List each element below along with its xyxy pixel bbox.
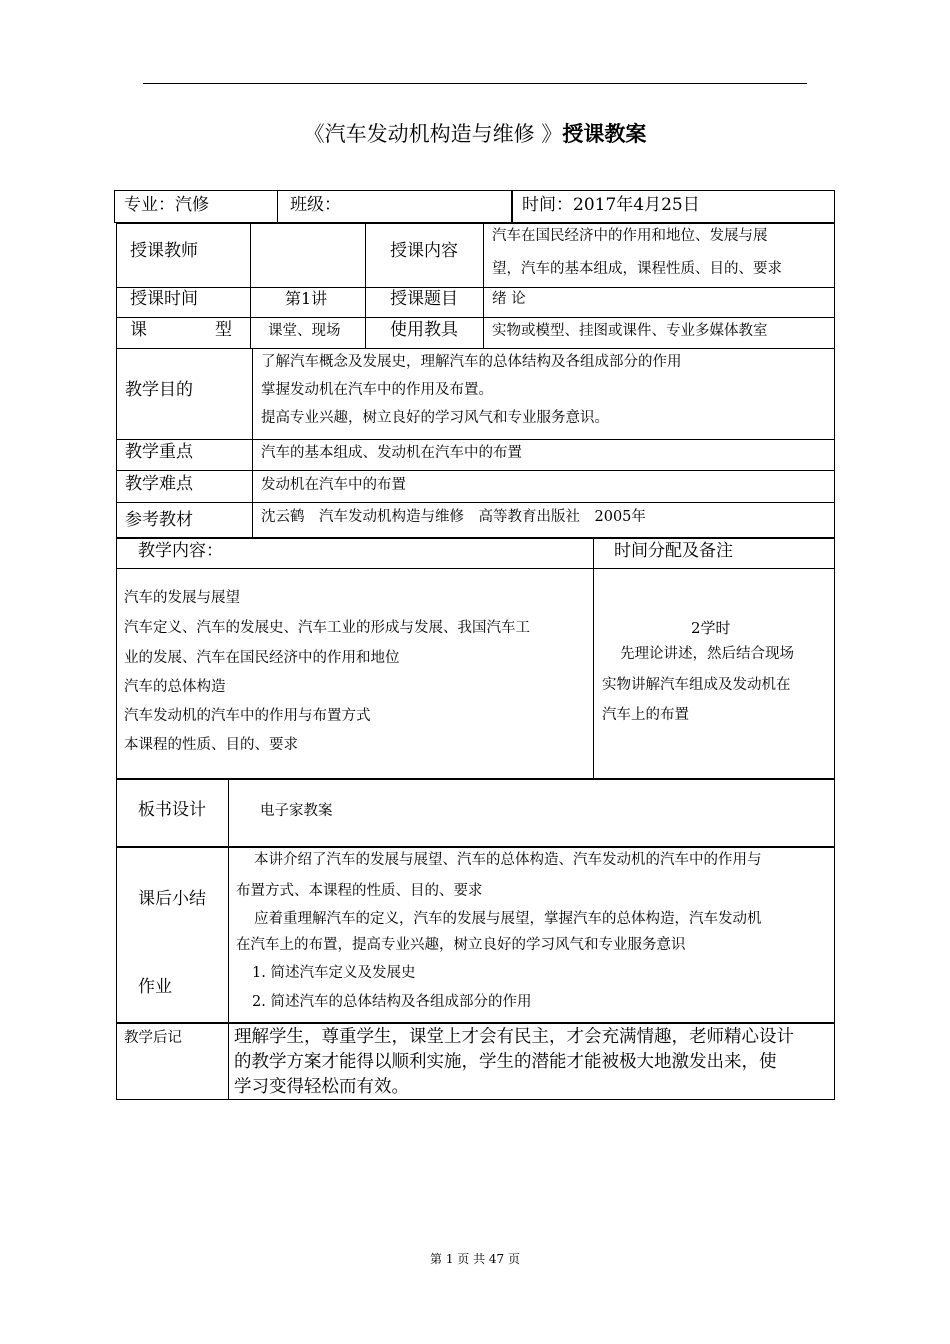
time-label: 授课时间 — [130, 289, 198, 309]
topic-value: 绪 论 — [492, 291, 526, 307]
page-title: 《汽车发动机构造与维修 》授课教案 — [303, 122, 647, 146]
notes-line: 实物讲解汽车组成及发动机在 — [602, 677, 791, 693]
notes-hours: 2学时 — [691, 619, 731, 637]
content-label: 授课内容 — [390, 241, 458, 261]
notes-line: 先理论讲述，然后结合现场 — [620, 646, 794, 662]
summary-line: 应着重理解汽车的定义，汽车的发展与展望，掌握汽车的总体构造，汽车发动机 — [254, 911, 762, 927]
type-label-1: 课 — [130, 320, 147, 340]
reference-value: 沈云鹤 汽车发动机构造与维修 高等教育出版社 2005年 — [261, 509, 646, 525]
summary-label: 课后小结 — [138, 889, 206, 909]
board-label: 板书设计 — [138, 800, 206, 820]
difficulties-value: 发动机在汽车中的布置 — [261, 477, 406, 493]
major-text: 专业：汽修 — [124, 195, 209, 215]
key-points-label: 教学重点 — [125, 442, 193, 462]
board-value: 电子家教案 — [260, 803, 333, 819]
objective-line: 提高专业兴趣，树立良好的学习风气和专业服务意识。 — [261, 410, 609, 426]
objectives-label: 教学目的 — [125, 380, 193, 400]
notes-heading: 时间分配及备注 — [614, 541, 733, 561]
content-value-line2: 望，汽车的基本组成，课程性质、目的、要求 — [492, 261, 782, 277]
content-heading: 教学内容： — [138, 541, 223, 561]
key-points-value: 汽车的基本组成、发动机在汽车中的布置 — [261, 445, 522, 461]
reflection-label: 教学后记 — [124, 1030, 182, 1046]
header-rule — [143, 83, 807, 84]
reflection-line: 理解学生，尊重学生，课堂上才会有民主，才会充满情趣，老师精心设计 — [234, 1027, 794, 1047]
objective-line: 了解汽车概念及发展史，理解汽车的总体结构及各组成部分的作用 — [261, 354, 682, 370]
type-label-2: 型 — [215, 320, 232, 340]
teacher-label: 授课教师 — [130, 241, 198, 261]
board-row — [116, 779, 835, 847]
content-line: 汽车的发展与展望 — [124, 590, 240, 606]
objective-line: 掌握发动机在汽车中的作用及布置。 — [261, 382, 493, 398]
time-text: 时间：2017年4月25日 — [522, 195, 700, 215]
homework-item: 1. 简述汽车定义及发展史 — [252, 965, 416, 981]
content-line: 业的发展、汽车在国民经济中的作用和地位 — [124, 650, 400, 666]
page-footer: 第 1 页 共 47 页 — [430, 1252, 520, 1266]
reflection-line: 的教学方案才能得以顺利实施，学生的潜能才能被极大地激发出来，使 — [234, 1052, 777, 1072]
content-line: 本课程的性质、目的、要求 — [124, 737, 298, 753]
summary-line: 本讲介绍了汽车的发展与展望、汽车的总体构造、汽车发动机的汽车中的作用与 — [254, 852, 762, 868]
tools-label: 使用教具 — [390, 320, 458, 340]
notes-line: 汽车上的布置 — [602, 707, 689, 723]
homework-item: 2. 简述汽车的总体结构及各组成部分的作用 — [252, 994, 532, 1010]
summary-line: 在汽车上的布置，提高专业兴趣，树立良好的学习风气和专业服务意识 — [236, 937, 686, 953]
time-value: 第1讲 — [285, 289, 328, 308]
summary-line: 布置方式、本课程的性质、目的、要求 — [236, 883, 483, 899]
reference-label: 参考教材 — [125, 510, 193, 530]
topic-label: 授课题目 — [390, 289, 458, 309]
reflection-line: 学习变得轻松而有效。 — [234, 1077, 409, 1097]
content-line: 汽车定义、汽车的发展史、汽车工业的形成与发展、我国汽车工 — [124, 620, 530, 636]
content-line: 汽车发动机的汽车中的作用与布置方式 — [124, 708, 371, 724]
content-value-line1: 汽车在国民经济中的作用和地位、发展与展 — [492, 228, 768, 244]
difficulties-label: 教学难点 — [125, 474, 193, 494]
content-line: 汽车的总体构造 — [124, 679, 226, 695]
type-value: 课堂、现场 — [268, 323, 341, 339]
class-text: 班级： — [290, 195, 341, 215]
tools-value: 实物或模型、挂图或课件、专业多媒体教室 — [492, 323, 768, 339]
homework-label: 作业 — [138, 977, 172, 997]
